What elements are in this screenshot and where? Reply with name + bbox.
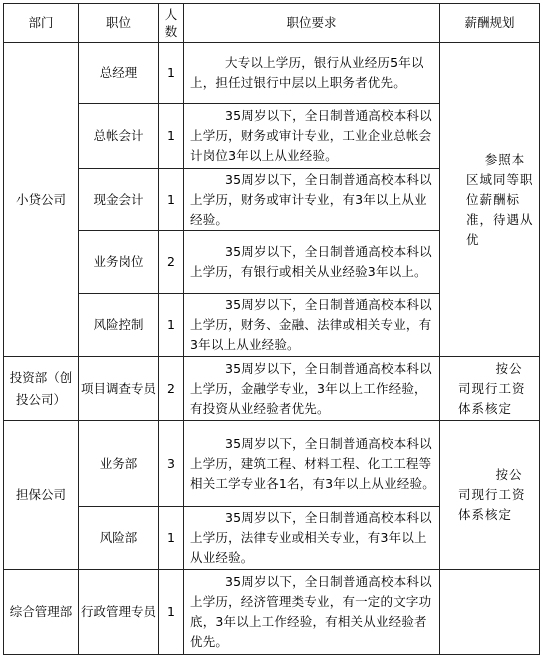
- header-dept: 部门: [4, 4, 79, 43]
- header-salary: 薪酬规划: [440, 4, 540, 43]
- table-row: [4, 43, 540, 104]
- requirement-cell: 大专以上学历，银行从业经历5年以上，担任过银行中层以上职务者优先。: [184, 43, 440, 104]
- count-cell: 1: [159, 169, 184, 231]
- table-row: [4, 357, 540, 421]
- requirement-cell: 35周岁以下，全日制普通高校本科以上学历，金融学专业，3年以上工作经验，有投资从业经验者优先。: [184, 357, 440, 421]
- table-row: [4, 421, 540, 507]
- count-cell: 1: [159, 507, 184, 570]
- position-cell: 现金会计: [79, 169, 159, 231]
- requirement-cell: 35周岁以下，全日制普通高校本科以上学历，经济管理类专业，有一定的文字功底，3年以上工作经验，有相关从业经验者优先。: [184, 570, 440, 655]
- requirement-cell: 35周岁以下，全日制普通高校本科以上学历，财务或审计专业，工业企业总帐会计岗位3年以上从业经验。: [184, 104, 440, 169]
- salary-xiaodai: 参照本区域同等职位薪酬标准，待遇从优: [440, 43, 540, 357]
- requirement-cell: 35周岁以下，全日制普通高校本科以上学历，财务、金融、法律或相关专业，有3年以上从业经验。: [184, 294, 440, 357]
- count-cell: 2: [159, 231, 184, 294]
- salary-touzibu: 按公司现行工资体系核定: [440, 357, 540, 421]
- recruitment-table: [3, 3, 540, 655]
- count-cell: 2: [159, 357, 184, 421]
- salary-empty: [440, 570, 540, 655]
- count-cell: 1: [159, 43, 184, 104]
- count-cell: 3: [159, 421, 184, 507]
- count-cell: 1: [159, 570, 184, 655]
- dept-touzibu: 投资部（创投公司）: [4, 357, 79, 421]
- header-row: [4, 4, 540, 43]
- dept-xiaodai: 小贷公司: [4, 43, 79, 357]
- requirement-cell: 35周岁以下，全日制普通高校本科以上学历，有银行或相关从业经验3年以上。: [184, 231, 440, 294]
- table-row: [4, 570, 540, 655]
- position-cell: 项目调查专员: [79, 357, 159, 421]
- position-cell: 业务部: [79, 421, 159, 507]
- requirement-cell: 35周岁以下，全日制普通高校本科以上学历，财务或审计专业，有3年以上从业经验。: [184, 169, 440, 231]
- requirement-cell: 35周岁以下，全日制普通高校本科以上学历，法律专业或相关专业，有3年以上从业经验。: [184, 507, 440, 570]
- position-cell: 风险部: [79, 507, 159, 570]
- count-cell: 1: [159, 104, 184, 169]
- salary-danbao: 按公司现行工资体系核定: [440, 421, 540, 570]
- count-cell: 1: [159, 294, 184, 357]
- position-cell: 总帐会计: [79, 104, 159, 169]
- dept-zonghe: 综合管理部: [4, 570, 79, 655]
- header-count: 人数: [159, 4, 184, 43]
- header-requirements: 职位要求: [184, 4, 440, 43]
- position-cell: 风险控制: [79, 294, 159, 357]
- position-cell: 业务岗位: [79, 231, 159, 294]
- requirement-cell: 35周岁以下，全日制普通高校本科以上学历，建筑工程、材料工程、化工工程等相关工学专业各1名，有3年以上从业经验。: [184, 421, 440, 507]
- position-cell: 总经理: [79, 43, 159, 104]
- header-position: 职位: [79, 4, 159, 43]
- position-cell: 行政管理专员: [79, 570, 159, 655]
- dept-danbao: 担保公司: [4, 421, 79, 570]
